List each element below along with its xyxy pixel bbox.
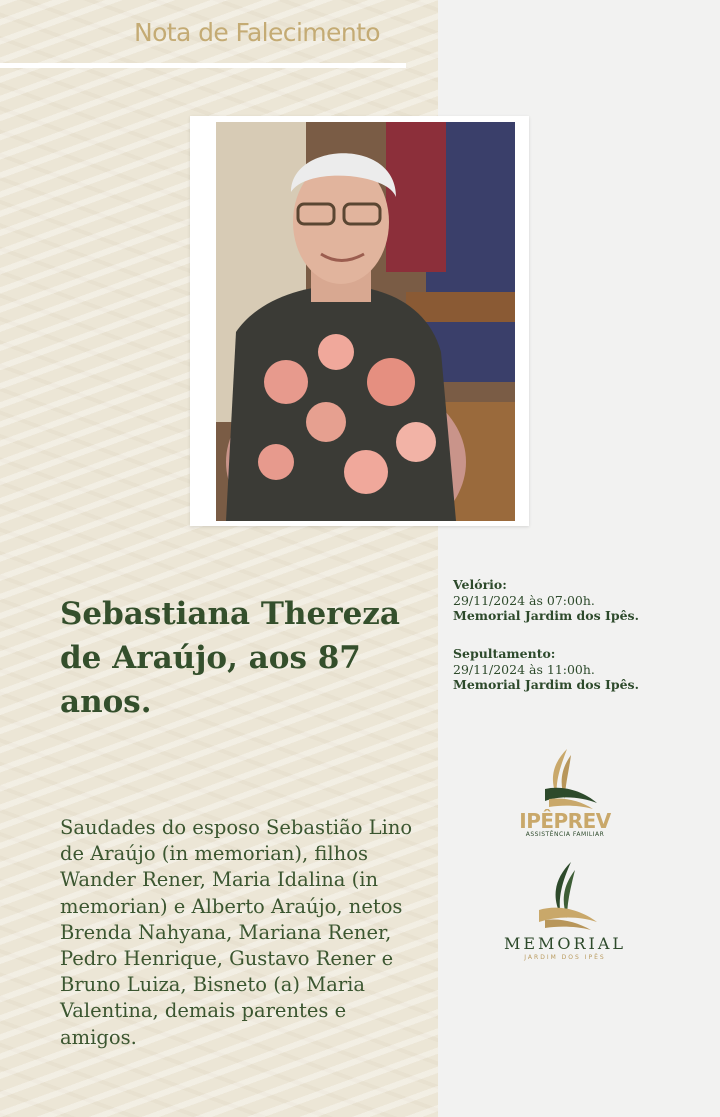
portrait-photo: [216, 122, 515, 521]
header-divider: [0, 63, 406, 68]
portrait-frame: [190, 116, 529, 526]
page-title: Nota de Falecimento: [134, 18, 380, 47]
burial-label: Sepultamento:: [453, 646, 556, 661]
deceased-name: Sebastiana Thereza de Araújo, aos 87 anos.: [60, 596, 401, 720]
memorial-name: MEMORIAL: [503, 934, 627, 953]
wake-label: Velório:: [453, 577, 507, 592]
burial-info: [453, 646, 715, 693]
burial-datetime: 29/11/2024 às 11:00h.: [453, 661, 595, 677]
ipeprev-tagline: ASSISTÊNCIA FAMILIAR: [525, 831, 605, 838]
burial-place: Memorial Jardim dos Ipês.: [453, 677, 639, 692]
wake-place: Memorial Jardim dos Ipês.: [453, 608, 639, 623]
ipeprev-logo-icon: [505, 745, 625, 811]
wake-datetime: 29/11/2024 às 07:00h.: [453, 592, 595, 608]
ipeprev-logo: [505, 745, 625, 845]
wake-info: [453, 577, 715, 624]
memorial-logo-icon: [495, 860, 635, 932]
ipeprev-name: IPÊPREV: [519, 809, 611, 833]
memorial-logo: [495, 860, 635, 970]
portrait-illustration: [216, 122, 515, 521]
tribute-message: Saudades do esposo Sebastião Lino de Araújo (in memorian), filhos Wander Rener, Maria Idalina (in memorian) e Alberto Araújo, netos Brenda Nahyana, Mariana Rener, Pedro Henrique, Gustavo Rener e Bruno Luiza, Bisneto (a) Maria Valentina, demais parentes e amigos.: [60, 816, 413, 1049]
memorial-tagline: JARDIM DOS IPÊS: [524, 954, 606, 961]
